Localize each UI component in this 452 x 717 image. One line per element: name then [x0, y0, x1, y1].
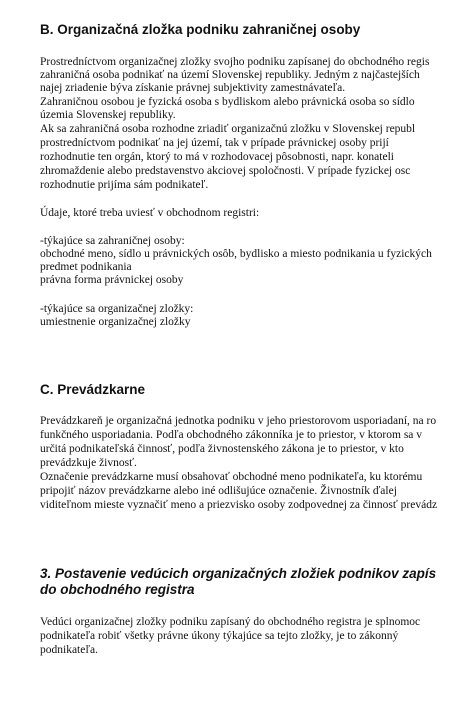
text-line: zhromaždenie alebo predstavenstvo akciovej spoločnosti. V prípade fyzickej osc — [40, 165, 411, 177]
text-line: funkčného usporiadania. Podľa obchodného zákonníka je to priestor, v ktorom sa v — [40, 429, 423, 441]
list-item: právna forma právnickej osoby — [40, 274, 184, 286]
text-line: určitá podnikateľská činnosť, podľa živnostenského zákona je to priestor, v kto — [40, 443, 404, 455]
text-line: podnikateľa. — [40, 644, 98, 656]
section-3-heading-line-1: 3. Postavenie vedúcich organizačných zložiek podnikov zapís — [40, 566, 437, 581]
text-line: podnikateľa robiť všetky právne úkony týkajúce sa tejto zložky, je to zákonný — [40, 630, 399, 642]
text-line: zahraničná osoba podnikať na území Slovenskej republiky. Jedným z najčastejších — [40, 69, 420, 81]
section-c-heading: C. Prevádzkarne — [40, 382, 146, 397]
register-data-intro: Údaje, ktoré treba uviesť v obchodnom registri: — [40, 207, 260, 219]
text-line: Prostredníctvom organizačnej zložky svojho podniku zapísanej do obchodného regis — [40, 56, 430, 68]
text-line: územia Slovenskej republiky. — [40, 109, 176, 121]
text-line: prostredníctvom podnikať na jej území, tak v prípade právnickej osoby prijí — [40, 137, 389, 149]
text-line: Označenie prevádzkarne musí obsahovať obchodné meno podnikateľa, ku ktorému — [40, 471, 423, 483]
text-line: Ak sa zahraničná osoba rozhodne zriadiť organizačnú zložku v Slovenskej republ — [40, 123, 416, 135]
list-item: obchodné meno, sídlo u právnických osôb, bydlisko a miesto podnikania u fyzických — [40, 248, 432, 260]
list-heading: -týkajúce sa organizačnej zložky: — [40, 303, 194, 315]
list-item: predmet podnikania — [40, 261, 132, 273]
section-3-heading-line-2: do obchodného registra — [40, 582, 195, 597]
text-line: Vedúci organizačnej zložky podniku zapísaný do obchodného registra je splnomoc — [40, 616, 421, 628]
text-line: prevádzkuje živnosť. — [40, 457, 137, 469]
text-line: najej zriadenie býva získanie právnej subjektivity zamestnávateľa. — [40, 82, 346, 94]
text-line: viditeľnom mieste vyznačiť meno a priezvisko osoby zodpovednej za činnosť prevádz — [40, 499, 438, 511]
section-b-heading: B. Organizačná zložka podniku zahraničnej osoby — [40, 22, 361, 37]
text-line: rozhodnutie prijíma sám podnikateľ. — [40, 179, 209, 191]
text-line: Prevádzkareň je organizačná jednotka podniku v jeho priestorovom usporiadaní, na ro — [40, 415, 437, 427]
text-line: pripojiť názov prevádzkarne alebo iné odlišujúce označenie. Živnostník ďalej — [40, 485, 397, 497]
list-item: umiestnenie organizačnej zložky — [40, 316, 191, 328]
text-line: Zahraničnou osobou je fyzická osoba s bydliskom alebo právnická osoba so sídlo — [40, 96, 415, 108]
text-line: rozhodnutie ten orgán, ktorý to má v rozhodovacej pôsobnosti, napr. konateli — [40, 151, 394, 163]
list-heading: -týkajúce sa zahraničnej osoby: — [40, 235, 185, 247]
